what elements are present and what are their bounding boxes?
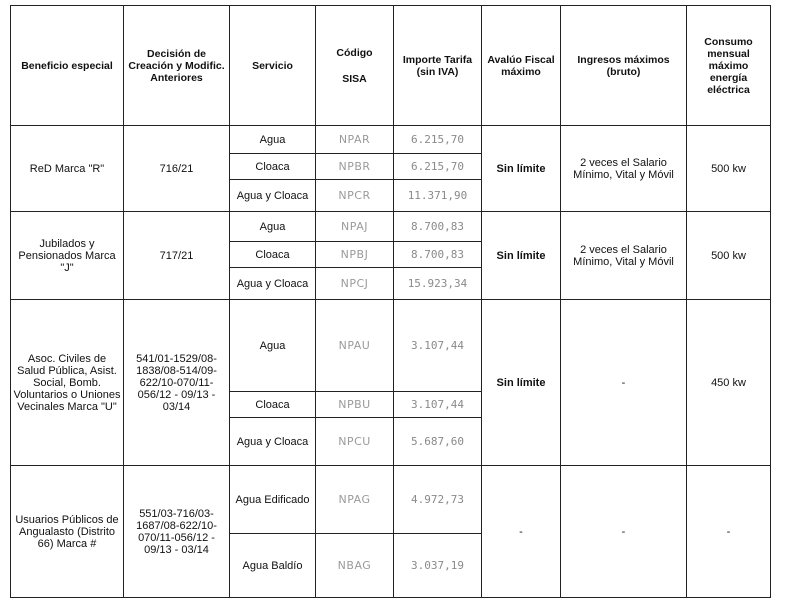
beneficios-table <box>10 5 771 598</box>
decision-cell: 541/01-1529/08-1838/08-514/09-622/10-070/11-056/12 - 09/13 - 03/14 <box>124 300 230 466</box>
servicio-cell: Agua <box>230 126 316 154</box>
decision-cell: 551/03-716/03-1687/08-622/10-070/11-056/12 - 09/13 - 03/14 <box>124 466 230 598</box>
consumo-cell: 500 kw <box>687 126 771 212</box>
header-sisa-label: SISA <box>342 72 367 85</box>
servicio-cell: Agua y Cloaca <box>230 268 316 300</box>
ingresos-cell: - <box>561 466 687 598</box>
header-row <box>11 6 771 126</box>
importe-cell: 5.687,60 <box>394 418 482 466</box>
header-decision: Decisión de Creación y Modific. Anteriores <box>124 6 230 126</box>
importe-cell: 4.972,73 <box>394 466 482 534</box>
servicio-cell: Cloaca <box>230 242 316 268</box>
servicio-cell: Agua y Cloaca <box>230 418 316 466</box>
codigo-cell: NPBJ <box>316 242 394 268</box>
servicio-cell: Agua Edificado <box>230 466 316 534</box>
importe-cell: 11.371,90 <box>394 180 482 212</box>
codigo-cell: NPCJ <box>316 268 394 300</box>
codigo-cell: NPBU <box>316 392 394 418</box>
importe-cell: 6.215,70 <box>394 126 482 154</box>
ingresos-cell: 2 veces el Salario Mínimo, Vital y Móvil <box>561 126 687 212</box>
consumo-cell: - <box>687 466 771 598</box>
servicio-cell: Agua Baldío <box>230 534 316 598</box>
header-servicio: Servicio <box>230 6 316 126</box>
table-row <box>11 466 771 534</box>
codigo-cell: NPCR <box>316 180 394 212</box>
table-row <box>11 126 771 154</box>
header-codigo-label: Código <box>336 46 373 59</box>
ingresos-cell: - <box>561 300 687 466</box>
servicio-cell: Cloaca <box>230 392 316 418</box>
header-beneficio: Beneficio especial <box>11 6 124 126</box>
header-codigo <box>316 6 394 126</box>
avaluo-cell: Sin límite <box>482 212 561 300</box>
servicio-cell: Agua y Cloaca <box>230 180 316 212</box>
importe-cell: 8.700,83 <box>394 212 482 242</box>
beneficio-cell: ReD Marca "R" <box>11 126 124 212</box>
codigo-cell: NPAU <box>316 300 394 392</box>
beneficio-cell: Asoc. Civiles de Salud Pública, Asist. Social, Bomb. Voluntarios o Uniones Vecinales Marca "U" <box>11 300 124 466</box>
decision-cell: 717/21 <box>124 212 230 300</box>
codigo-cell: NPAJ <box>316 212 394 242</box>
importe-cell: 8.700,83 <box>394 242 482 268</box>
importe-cell: 3.107,44 <box>394 392 482 418</box>
avaluo-cell: Sin límite <box>482 126 561 212</box>
decision-cell: 716/21 <box>124 126 230 212</box>
codigo-cell: NBAG <box>316 534 394 598</box>
header-ingresos: Ingresos máximos (bruto) <box>561 6 687 126</box>
consumo-cell: 500 kw <box>687 212 771 300</box>
servicio-cell: Cloaca <box>230 154 316 180</box>
importe-cell: 15.923,34 <box>394 268 482 300</box>
importe-cell: 3.107,44 <box>394 300 482 392</box>
avaluo-cell: Sin límite <box>482 300 561 466</box>
codigo-cell: NPBR <box>316 154 394 180</box>
servicio-cell: Agua <box>230 212 316 242</box>
table-row <box>11 212 771 242</box>
consumo-cell: 450 kw <box>687 300 771 466</box>
beneficio-cell: Usuarios Públicos de Angualasto (Distrito 66) Marca # <box>11 466 124 598</box>
codigo-cell: NPCU <box>316 418 394 466</box>
header-importe: Importe Tarifa (sin IVA) <box>394 6 482 126</box>
importe-cell: 3.037,19 <box>394 534 482 598</box>
servicio-cell: Agua <box>230 300 316 392</box>
codigo-cell: NPAG <box>316 466 394 534</box>
importe-cell: 6.215,70 <box>394 154 482 180</box>
codigo-cell: NPAR <box>316 126 394 154</box>
ingresos-cell: 2 veces el Salario Mínimo, Vital y Móvil <box>561 212 687 300</box>
beneficio-cell: Jubilados y Pensionados Marca "J" <box>11 212 124 300</box>
header-avaluo: Avalúo Fiscal máximo <box>482 6 561 126</box>
header-consumo: Consumo mensual máximo energía eléctrica <box>687 6 771 126</box>
table-row <box>11 300 771 392</box>
avaluo-cell: - <box>482 466 561 598</box>
